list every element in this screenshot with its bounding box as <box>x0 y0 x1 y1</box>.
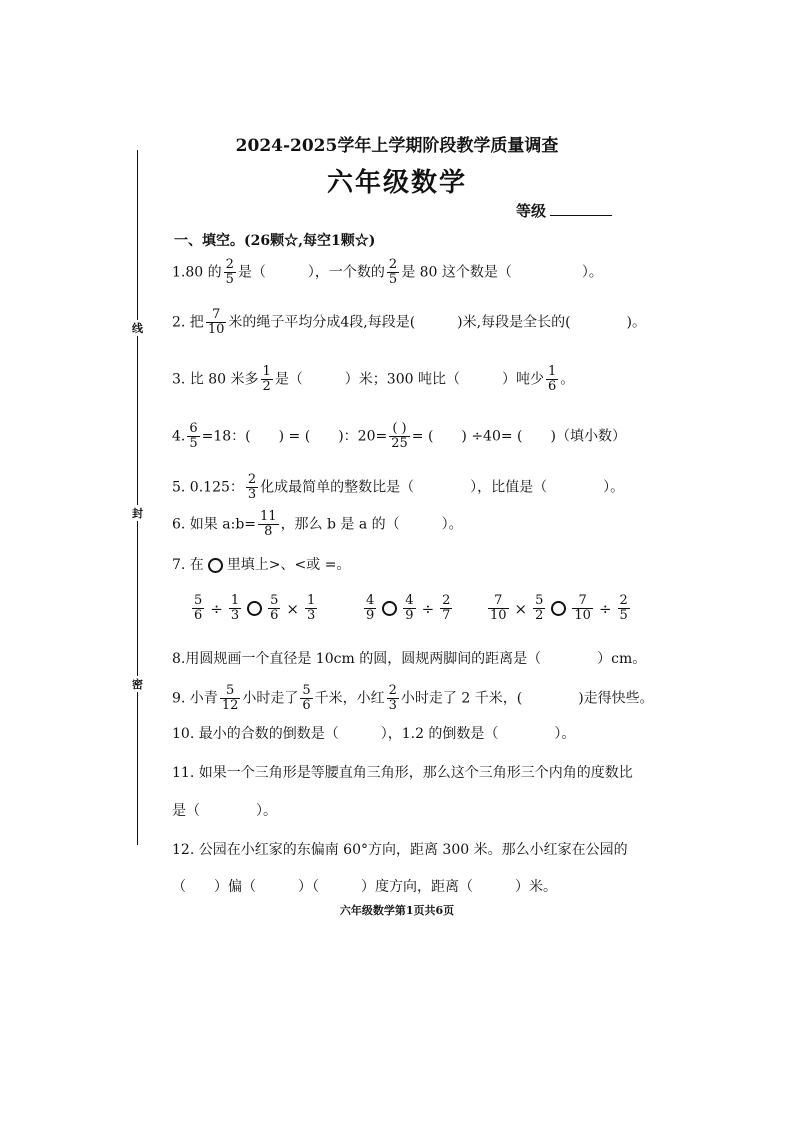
fraction: $\frac{2}{5}$ <box>388 257 398 287</box>
fraction: $\frac{5}{12}$ <box>221 683 239 713</box>
fraction: $\frac{1}{6}$ <box>547 364 557 394</box>
fraction: $\frac{6}{5}$ <box>189 421 198 451</box>
fraction: $\frac{1}{2}$ <box>262 364 271 394</box>
compare-circle-icon <box>208 558 223 573</box>
question-6: 6. 如果 a:b= $\frac{11}{8}$ ，那么 b 是 a 的（ ）。 <box>172 509 463 539</box>
fraction: $\frac{11}{8}$ <box>260 509 277 539</box>
margin-label-secret: 密 <box>132 678 143 691</box>
question-10: 10. 最小的合数的倒数是（ ），1.2 的倒数是（ ）。 <box>172 726 576 742</box>
question-4: 4. $\frac{6}{5}$ =18：( ) = ( )：20= $\frac{( )}{25}$ = ( ) ÷40= ( )（填小数） <box>172 421 626 451</box>
margin-label-seal: 封 <box>132 507 143 520</box>
question-3: 3. 比 80 米多 $\frac{1}{2}$ 是（ ）米；300 吨比（ ）吨少 $\frac{1}{6}$ 。 <box>172 364 575 394</box>
question-2: 2. 把 $\frac{7}{10}$ 米的绳子平均分成4段,每段是( )米,每段是全长的( )。 <box>172 307 647 337</box>
fraction: $\frac{2}{3}$ <box>247 472 257 502</box>
question-11-line-2: 是（ ）。 <box>172 803 277 819</box>
fraction: $\frac{( )}{25}$ <box>391 421 408 451</box>
question-1: 1.80 的 $\frac{2}{5}$ 是（ ），一个数的 $\frac{2}{5}$ 是 80 这个数是（ ）。 <box>172 257 603 287</box>
fraction: $\frac{7}{10}$ <box>207 307 225 337</box>
margin-label-line: 线 <box>132 322 143 335</box>
question-8: 8.用圆规画一个直径是 10cm 的圆，圆规两脚间的距离是（ ）cm。 <box>172 651 647 667</box>
exam-subject: 六年级数学 <box>326 168 467 198</box>
fraction: $\frac{2}{5}$ <box>225 257 234 287</box>
compare-circle-icon[interactable] <box>551 601 566 616</box>
grade-blank <box>550 215 612 216</box>
q7-expression-3: $\frac{7}{10}$ × $\frac{5}{2}$ $\frac{7}{10}$ ÷ $\frac{2}{5}$ <box>490 593 628 623</box>
question-9: 9. 小青 $\frac{5}{12}$ 小时走了 $\frac{5}{6}$ 千米，小红 $\frac{2}{3}$ 小时走了 2 千米，( )走得快些。 <box>172 683 654 713</box>
grade-field <box>516 200 612 221</box>
page-footer: 六年级数学第1页共6页 <box>339 904 455 917</box>
exam-title: 2024-2025学年上学期阶段教学质量调查 <box>235 136 559 156</box>
question-7: 7. 在 里填上>、<或 =。 <box>172 557 351 573</box>
q7-expression-1: $\frac{5}{6}$ ÷ $\frac{1}{3}$ $\frac{5}{6}$ × $\frac{1}{3}$ <box>194 593 316 623</box>
binding-line <box>137 150 138 845</box>
compare-circle-icon[interactable] <box>382 601 397 616</box>
compare-circle-icon[interactable] <box>247 601 262 616</box>
grade-label: 等级 <box>516 202 547 220</box>
q7-expression-2: $\frac{4}{9}$ $\frac{4}{9}$ ÷ $\frac{2}{7}$ <box>366 593 451 623</box>
question-12-line-2: （ ）偏（ ）（ ）度方向，距离（ ）米。 <box>172 879 557 895</box>
fraction: $\frac{2}{3}$ <box>388 683 397 713</box>
question-12-line-1: 12. 公园在小红家的东偏南 60°方向，距离 300 米。那么小红家在公园的 <box>172 842 628 858</box>
fraction: $\frac{5}{6}$ <box>302 683 311 713</box>
question-11-line-1: 11. 如果一个三角形是等腰直角三角形，那么这个三角形三个内角的度数比 <box>172 765 633 781</box>
section-heading: 一、填空。(26颗☆,每空1颗☆) <box>174 233 376 249</box>
question-5: 5. 0.125： $\frac{2}{3}$ 化成最简单的整数比是（ ），比值是（ ）。 <box>172 472 625 502</box>
